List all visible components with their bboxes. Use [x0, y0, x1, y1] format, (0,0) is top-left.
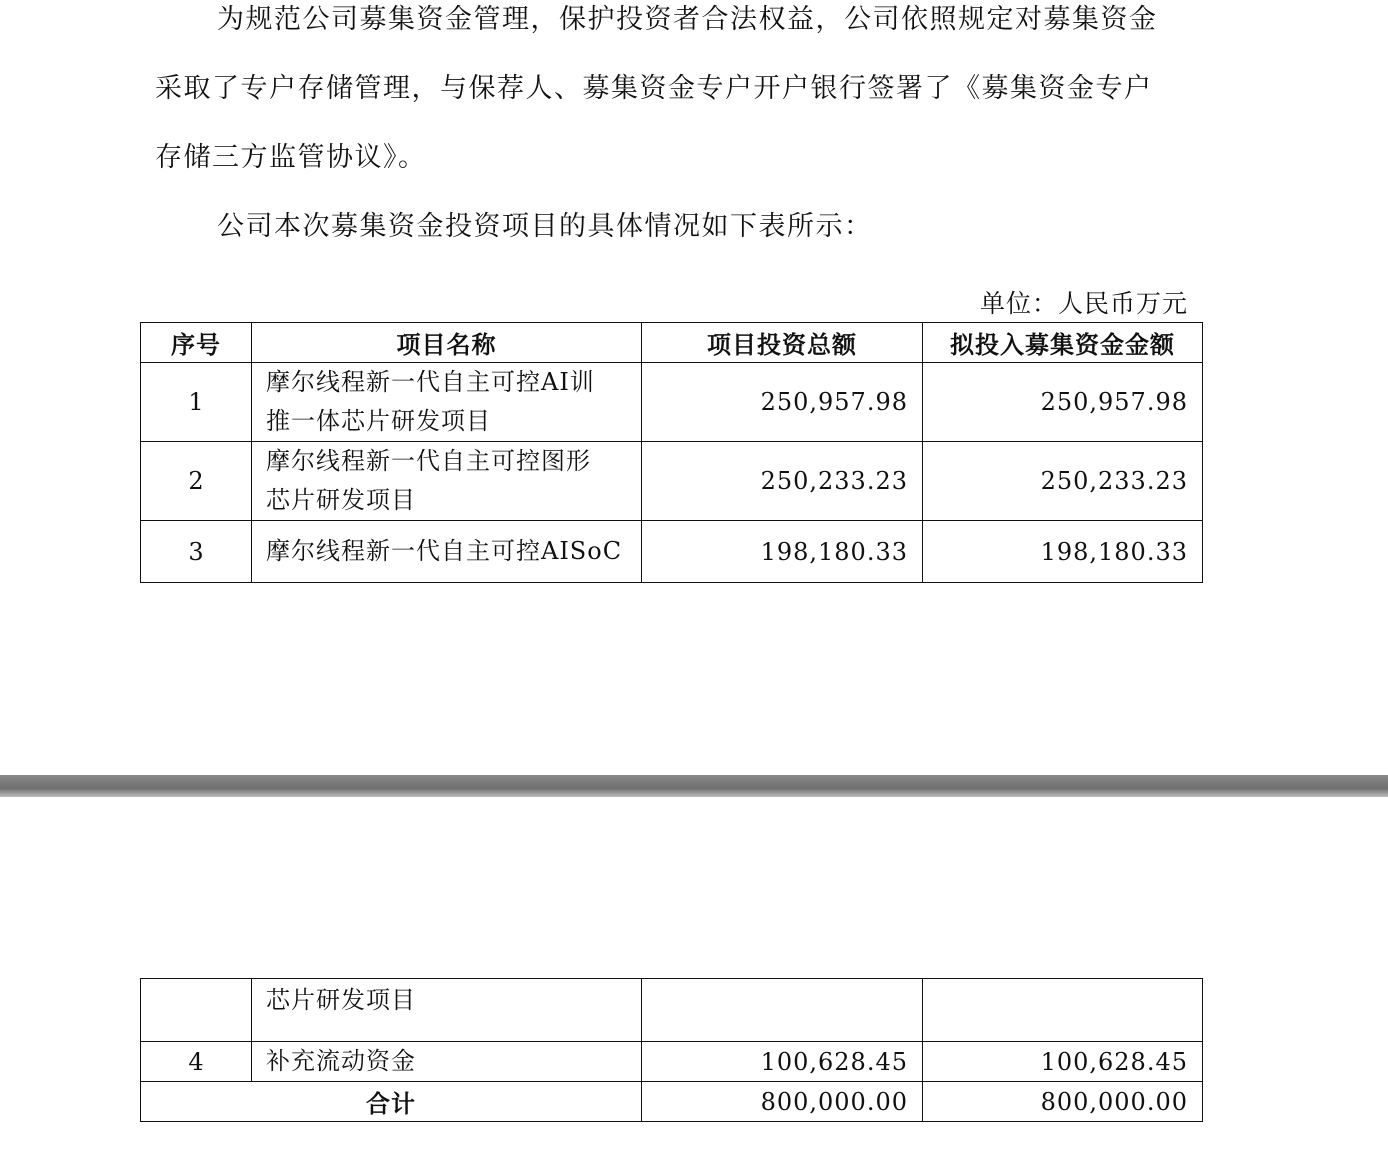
- table-row: [141, 363, 1203, 442]
- header-name: 项目名称: [252, 323, 642, 363]
- header-raised: 拟投入募集资金金额: [923, 323, 1203, 363]
- table-row: [141, 442, 1203, 521]
- table-total-row: [141, 1082, 1203, 1122]
- intro-paragraph: [155, 0, 1195, 261]
- row-name-line: 摩尔线程新一代自主可控AI训: [266, 368, 595, 396]
- row-name: [252, 442, 642, 521]
- paragraph-line: 存储三方监管协议》。: [155, 142, 427, 173]
- row-name: 芯片研发项目: [252, 979, 642, 1042]
- row-total: 100,628.45: [642, 1042, 923, 1082]
- row-total: 198,180.33: [642, 521, 923, 583]
- page-break-divider: [0, 775, 1388, 797]
- row-no: 2: [141, 442, 252, 521]
- row-no: [141, 979, 252, 1042]
- row-no: 4: [141, 1042, 252, 1082]
- row-raised: 198,180.33: [923, 521, 1203, 583]
- row-total: [642, 979, 923, 1042]
- row-total: 250,233.23: [642, 442, 923, 521]
- row-name: 摩尔线程新一代自主可控AISoC: [252, 521, 642, 583]
- row-name: 补充流动资金: [252, 1042, 642, 1082]
- paragraph-line: 采取了专户存储管理，与保荐人、募集资金专户开户银行签署了《募集资金专户: [155, 73, 1153, 104]
- total-amount: 800,000.00: [642, 1082, 923, 1122]
- table-intro-line: 公司本次募集资金投资项目的具体情况如下表所示：: [217, 211, 873, 242]
- row-no: 3: [141, 521, 252, 583]
- table-row: [141, 979, 1203, 1042]
- row-raised: 250,233.23: [923, 442, 1203, 521]
- header-total: 项目投资总额: [642, 323, 923, 363]
- row-no: 1: [141, 363, 252, 442]
- row-name-line: 芯片研发项目: [266, 486, 416, 514]
- header-no: 序号: [141, 323, 252, 363]
- investment-table: [140, 322, 1203, 583]
- total-raised: 800,000.00: [923, 1082, 1203, 1122]
- row-name-line: 推一体芯片研发项目: [266, 407, 491, 435]
- row-raised: 100,628.45: [923, 1042, 1203, 1082]
- total-label: 合计: [141, 1082, 642, 1122]
- row-name-line: 摩尔线程新一代自主可控图形: [266, 447, 591, 475]
- row-raised: 250,957.98: [923, 363, 1203, 442]
- row-raised: [923, 979, 1203, 1042]
- investment-table-continued: [140, 978, 1203, 1122]
- row-total: 250,957.98: [642, 363, 923, 442]
- table-row: [141, 1042, 1203, 1082]
- paragraph-line: 为规范公司募集资金管理，保护投资者合法权益，公司依照规定对募集资金: [217, 4, 1158, 35]
- table-header-row: [141, 323, 1203, 363]
- unit-label: 单位：人民币万元: [979, 289, 1188, 318]
- row-name: [252, 363, 642, 442]
- table-row: [141, 521, 1203, 583]
